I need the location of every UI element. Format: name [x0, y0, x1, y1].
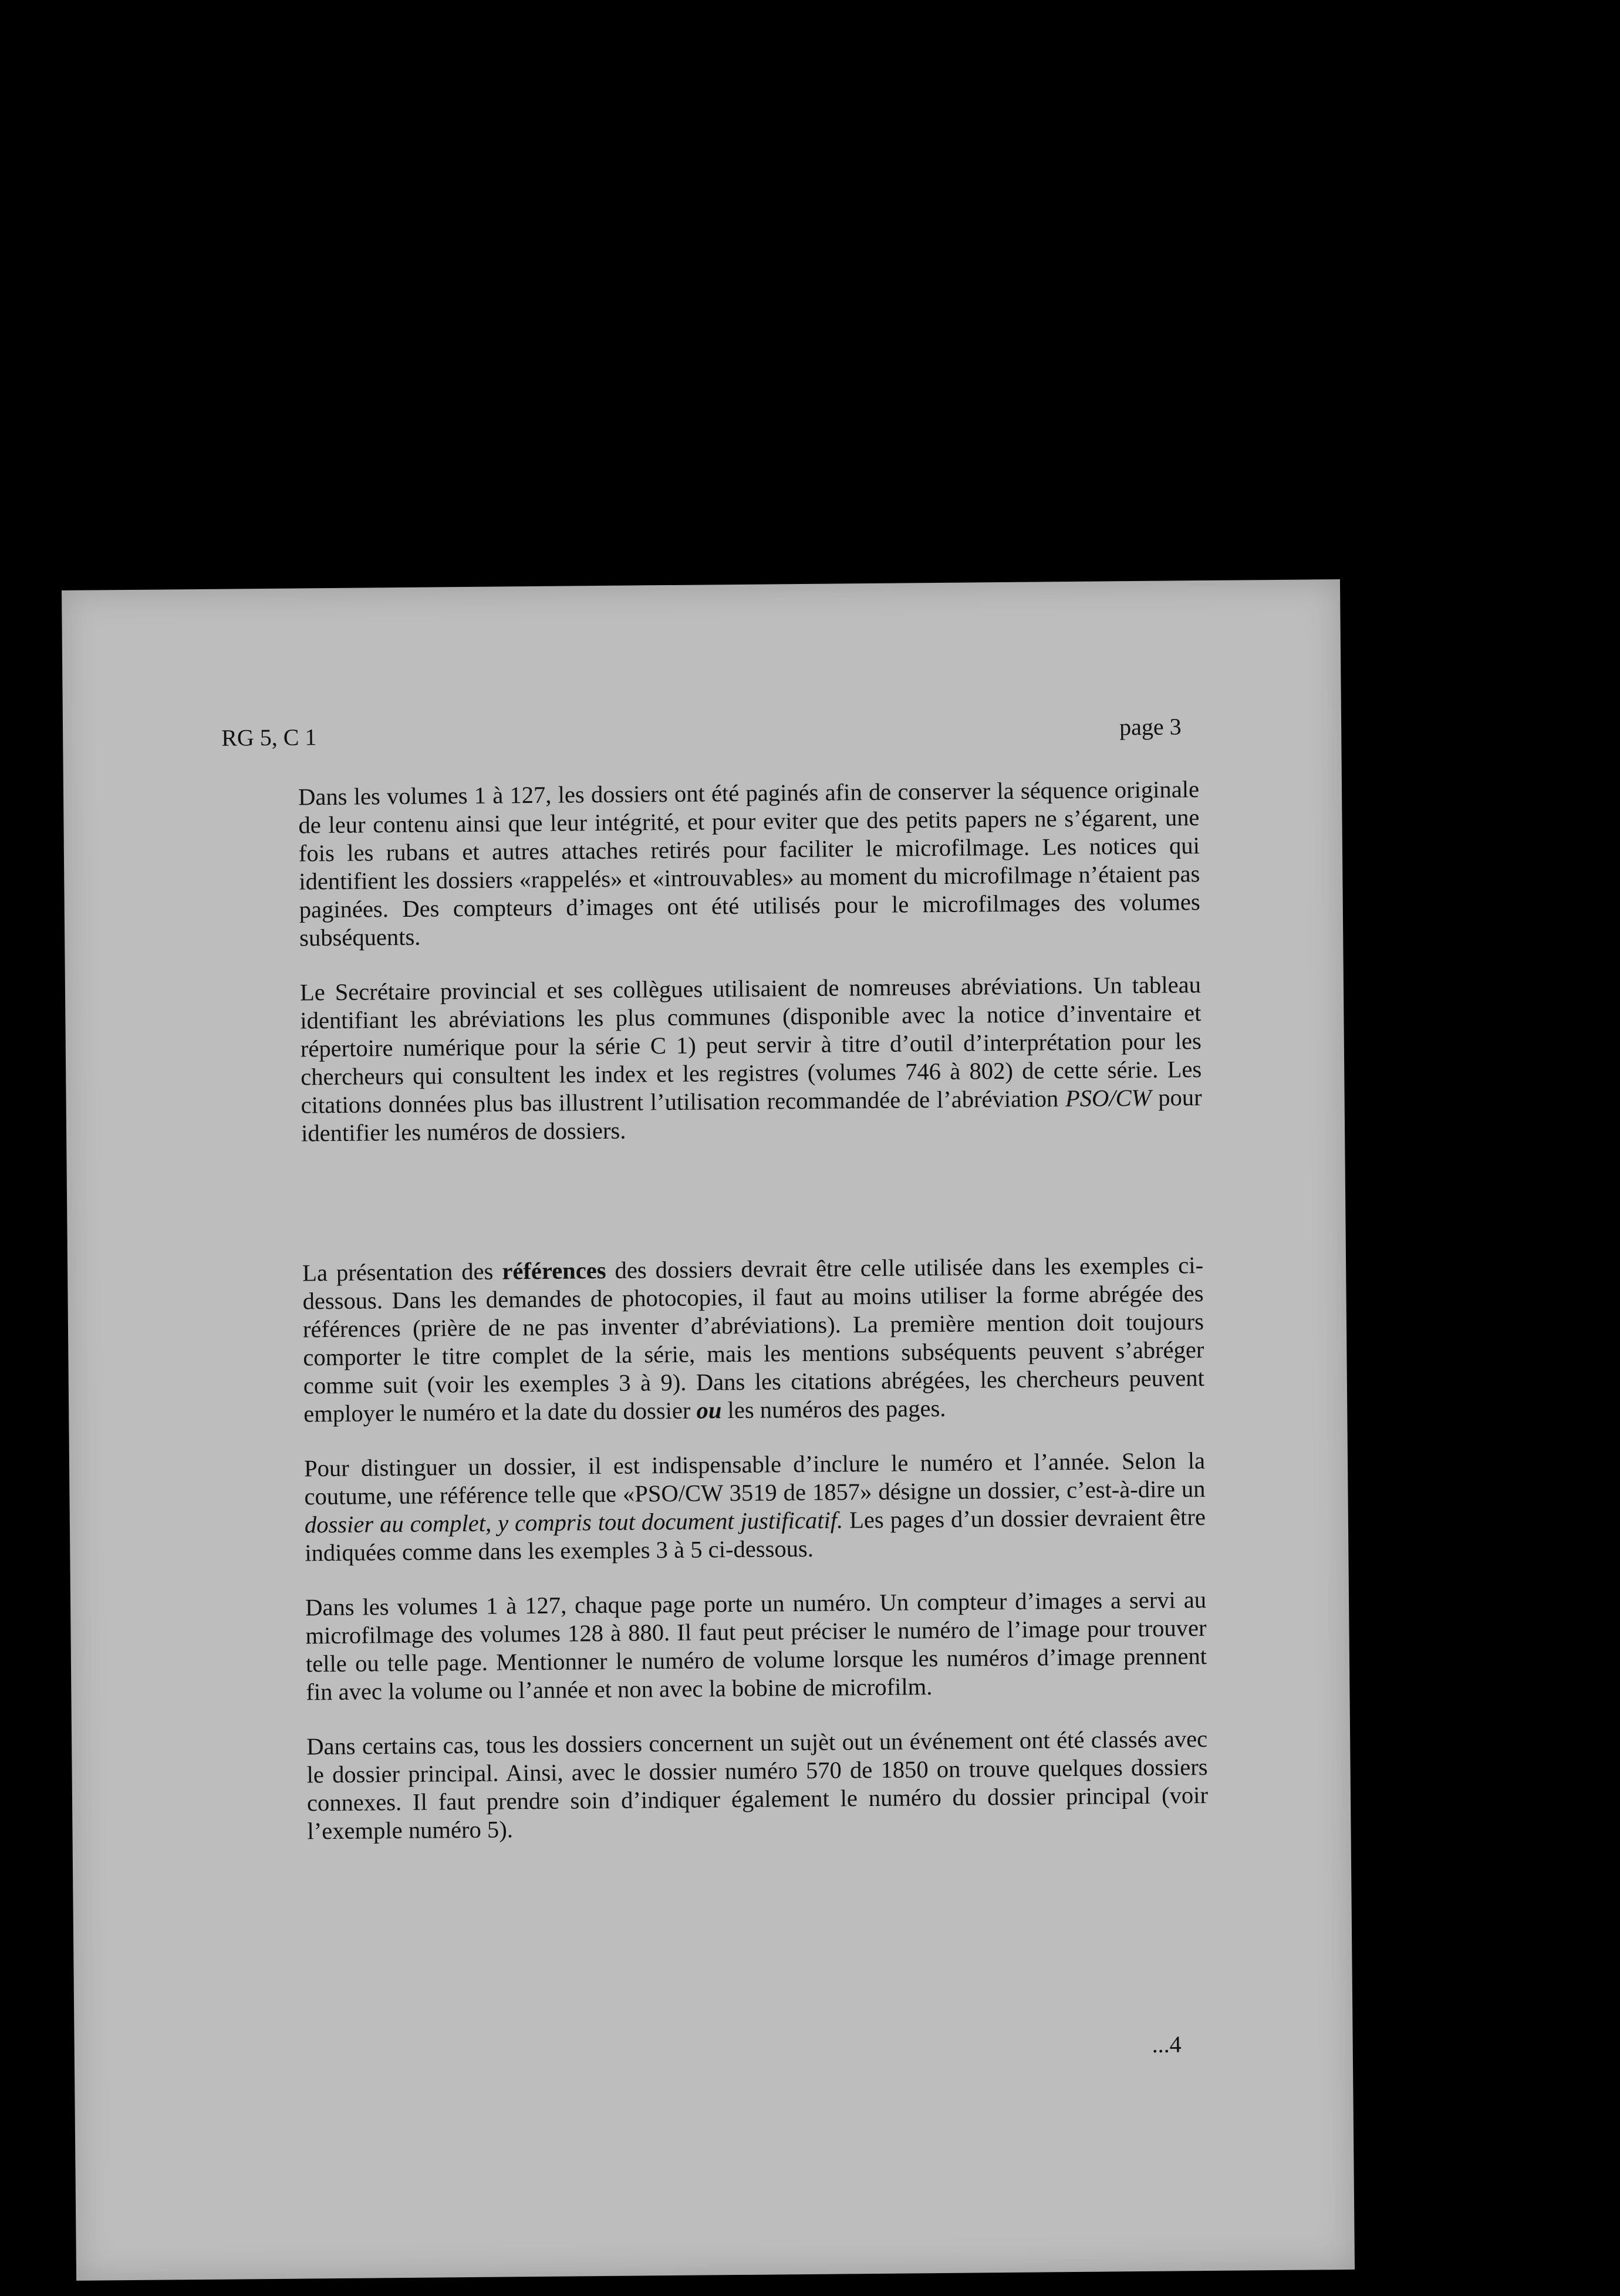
series-reference: RG 5, C 1	[221, 724, 317, 751]
paragraph-page-numbers	[305, 1586, 1207, 1706]
abbreviation-pso-cw: PSO/CW	[1065, 1084, 1152, 1112]
paragraph-related-dossiers-text: Dans certains cas, tous les dossiers concernent un sujèt out un événement ont été classés avec le dossier principal. Ainsi, avec le dossier numéro 570 de 1850 on trouve quelques dossiers connexes. Il faut prendre soin d’indiquer également le numéro du dossier principal (voir l’exemple numéro 5).	[306, 1726, 1209, 1845]
paragraph-references-text-b: des dossiers devrait être celle utilisée dans les exemples ci-dessous. Dans les demandes de photocopies, il faut au moins utiliser la forme abrégée des références (prière de ne pas inventer d’abréviations). La première mention doit toujours comporter le titre complet de la série, mais les mentions subséquents peuvent s’abréger comme suit (voir les exemples 3 à 9). Dans les citations abrégées, les chercheurs peuvent employer le numéro et la date du dossier	[302, 1252, 1204, 1427]
paragraph-references	[302, 1251, 1204, 1428]
page-number: page 3	[1119, 713, 1182, 741]
continuation-marker: ...4	[1152, 2031, 1182, 2058]
document-page	[62, 579, 1355, 2281]
paragraph-related-dossiers	[306, 1725, 1209, 1845]
paragraph-references-text-a: La présentation des	[302, 1258, 502, 1287]
paragraph-page-numbers-text: Dans les volumes 1 à 127, chaque page porte un numéro. Un compteur d’images a servi au microfilmage des volumes 128 à 880. Il faut peut préciser le numéro de l’image pour trouver telle ou telle page. Mentionner le numéro de volume lorsque les numéros d’image prennent fin avec la volume ou l’année et non avec la bobine de microfilm.	[305, 1586, 1207, 1706]
document-body	[298, 775, 1209, 1845]
paragraph-abbreviations-text-b: pour identifier les numéros de dossiers.	[301, 1084, 1202, 1147]
complete-dossier-emphasis: dossier au complet, y compris tout document justificatif.	[304, 1507, 843, 1538]
paragraph-abbreviations	[300, 971, 1202, 1147]
paragraph-references-text-c: les numéros des pages.	[721, 1395, 946, 1424]
paragraph-pagination-text: Dans les volumes 1 à 127, les dossiers ont été paginés afin de conserver la séquence originale de leur contenu ainsi que leur intégrité, et pour eviter que des petits papers ne s’égarent, une fois les rubans et autres attaches retirés pour faciliter le microfilmage. Les notices qui identifient les dossiers «rappelés» et «introuvables» au moment du microfilmage n’étaient pas paginées. Des compteurs d’images ont été utilisés pour le microfilmages des volumes subséquents.	[298, 776, 1200, 951]
ou-emphasis: ou	[696, 1397, 722, 1424]
paragraph-pagination	[298, 775, 1200, 952]
paragraph-distinguish	[304, 1447, 1206, 1567]
paragraph-distinguish-text-b: Les pages d’un dossier devraient être indiquées comme dans les exemples 3 à 5 ci-dessous.	[305, 1504, 1206, 1566]
paragraph-distinguish-text-a: Pour distinguer un dossier, il est indispensable d’inclure le numéro et l’année. Selon la coutume, une référence telle que «PSO/CW 3519 de 1857» désigne un dossier, c’est-à-dire un	[303, 1447, 1206, 1510]
paragraph-abbreviations-text-a: Le Secrétaire provincial et ses collègues utilisaient de nomreuses abréviations. Un tableau identifiant les abréviations les plus communes (disponible avec la notice d’inventaire et répertoire numérique pour la série C 1) peut servir à titre d’outil d’interprétation pour les chercheurs qui consultent les index et les registres (volumes 746 à 802) de cette série. Les citations données plus bas illustrent l’utilisation recommandée de l’abréviation	[299, 971, 1202, 1119]
references-emphasis: références	[502, 1257, 606, 1285]
